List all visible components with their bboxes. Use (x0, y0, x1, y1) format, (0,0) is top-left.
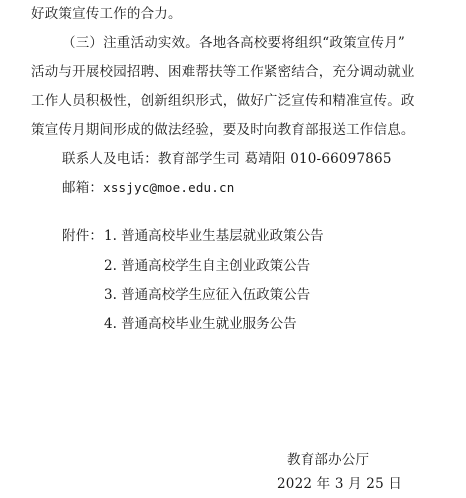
body-line-2: （三）注重活动实效。各地各高校要将组织“政策宣传月” (62, 35, 406, 51)
signature-date: 2022 年 3 月 25 日 (277, 476, 403, 492)
attachment-item-3: 3. 普通高校学生应征入伍政策公告 (104, 287, 311, 303)
contact-label: 联系人及电话： (62, 151, 158, 167)
attachment-item-2: 2. 普通高校学生自主创业政策公告 (104, 258, 311, 274)
attachment-item-1: 1. 普通高校毕业生基层就业政策公告 (104, 228, 324, 244)
contact-line (62, 149, 392, 169)
email-value: xssjyc@moe.edu.cn (103, 180, 235, 195)
email-label: 邮箱： (62, 180, 104, 196)
contact-value: 教育部学生司 葛靖阳 010-66097865 (157, 151, 392, 167)
body-line-3: 活动与开展校园招聘、困难帮扶等工作紧密结合，充分调动就业 (31, 64, 415, 80)
body-line-5: 策宣传月期间形成的做法经验，要及时向教育部报送工作信息。 (31, 122, 415, 138)
attachments-label: 附件： (62, 228, 104, 244)
signature-org: 教育部办公厅 (287, 452, 370, 468)
attachment-item-4: 4. 普通高校毕业生就业服务公告 (104, 316, 297, 332)
body-line-1: 好政策宣传工作的合力。 (31, 6, 182, 22)
body-line-4: 工作人员积极性，创新组织形式，做好广泛宣传和精准宣传。政 (31, 93, 415, 109)
email-line (62, 178, 234, 198)
